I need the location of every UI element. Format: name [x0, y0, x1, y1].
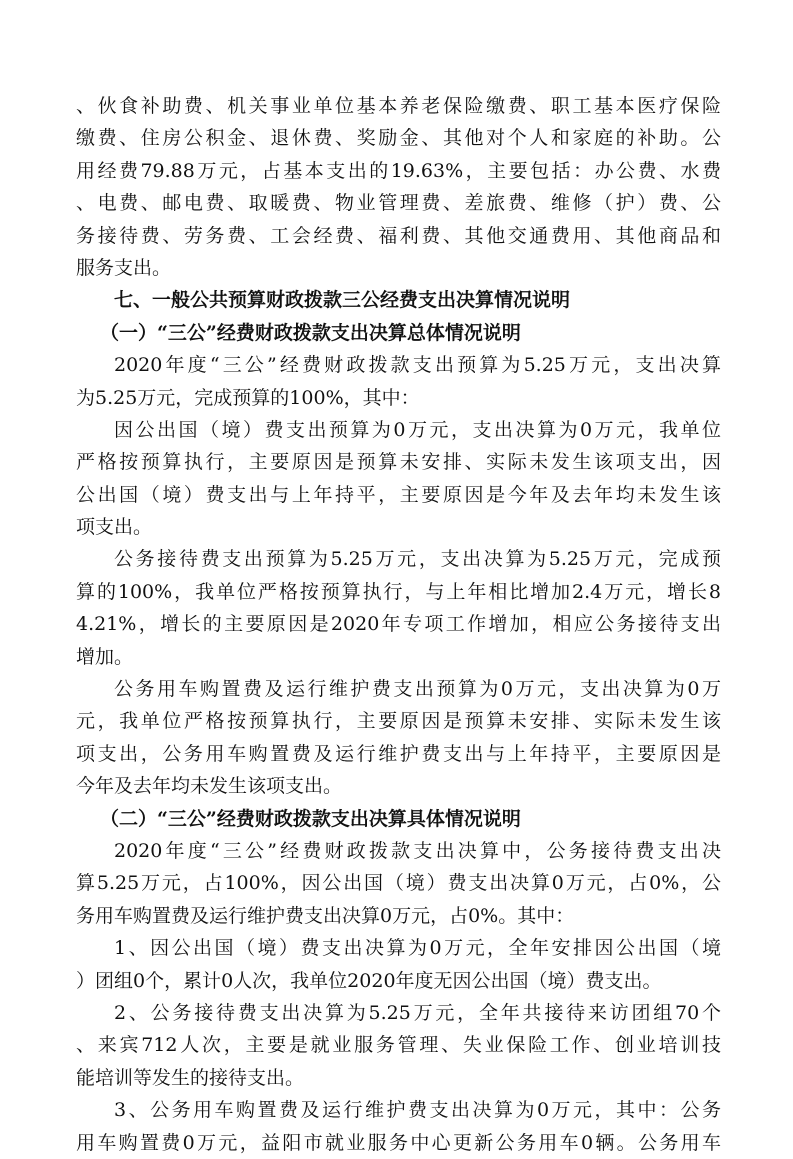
- document-body: [76, 90, 721, 1159]
- body-text-line: 3、公务用车购置费及运行维护费支出决算为0万元，其中：公务: [114, 1099, 721, 1122]
- body-text-line: 务用车购置费及运行维护费支出决算0万元，占0%。其中：: [76, 904, 575, 927]
- body-text-line: 4.21%，增长的主要原因是2020年专项工作增加，相应公务接待支出: [76, 613, 721, 636]
- body-text-line: 1、因公出国（境）费支出决算为0万元，全年安排因公出国（境: [114, 937, 721, 960]
- section-heading: 七、一般公共预算财政拨款三公经费支出决算情况说明: [114, 289, 571, 312]
- body-text-line: 因公出国（境）费支出预算为0万元，支出决算为0万元，我单位: [114, 418, 721, 441]
- body-text-line: 、电费、邮电费、取暖费、物业管理费、差旅费、维修（护）费、公: [76, 192, 721, 215]
- body-text-line: ）团组0个，累计0人次，我单位2020年度无因公出国（境）费支出。: [76, 969, 662, 992]
- body-text-line: 严格按预算执行，主要原因是预算未安排、实际未发生该项支出，因: [76, 451, 721, 474]
- subsection-heading: （一）“三公”经费财政拨款支出决算总体情况说明: [100, 321, 521, 344]
- body-text-line: 公务用车购置费及运行维护费支出预算为0万元，支出决算为0万: [114, 678, 721, 701]
- body-text-line: 公出国（境）费支出与上年持平，主要原因是今年及去年均未发生该: [76, 483, 721, 506]
- body-text-line: 为5.25万元，完成预算的100%，其中：: [76, 386, 420, 409]
- body-text-line: 算5.25万元，占100%，因公出国（境）费支出决算0万元，占0%，公: [76, 872, 721, 895]
- body-text-line: 用车购置费0万元，益阳市就业服务中心更新公务用车0辆。公务用车: [76, 1131, 721, 1154]
- body-text-line: 、伙食补助费、机关事业单位基本养老保险缴费、职工基本医疗保险: [76, 95, 721, 117]
- body-text-line: 能培训等发生的接待支出。: [76, 1066, 305, 1089]
- body-text-line: 2020年度“三公”经费财政拨款支出预算为5.25万元，支出决算: [114, 354, 721, 377]
- body-text-line: 公务接待费支出预算为5.25万元，支出决算为5.25万元，完成预: [114, 548, 721, 571]
- body-text-line: 项支出，公务用车购置费及运行维护费支出与上年持平，主要原因是: [76, 742, 721, 765]
- body-text-line: 今年及去年均未发生该项支出。: [76, 775, 343, 798]
- body-text-line: 、来宾712人次，主要是就业服务管理、失业保险工作、创业培训技: [76, 1034, 721, 1057]
- subsection-heading: （二）“三公”经费财政拨款支出决算具体情况说明: [100, 807, 521, 830]
- body-text-line: 用经费79.88万元，占基本支出的19.63%，主要包括：办公费、水费: [76, 159, 721, 182]
- body-text-line: 2、公务接待费支出决算为5.25万元，全年共接待来访团组70个: [114, 1001, 721, 1024]
- body-text-line: 元，我单位严格按预算执行，主要原因是预算未安排、实际未发生该: [76, 710, 721, 733]
- body-text-line: 项支出。: [76, 516, 153, 539]
- body-text-line: 增加。: [76, 645, 134, 668]
- body-text-line: 服务支出。: [76, 256, 172, 279]
- body-text-line: 缴费、住房公积金、退休费、奖励金、其他对个人和家庭的补助。公: [76, 127, 721, 150]
- body-text-line: 2020年度“三公”经费财政拨款支出决算中，公务接待费支出决: [114, 839, 721, 862]
- body-text-line: 算的100%，我单位严格按预算执行，与上年相比增加2.4万元，增长8: [76, 580, 721, 603]
- body-text-line: 务接待费、劳务费、工会经费、福利费、其他交通费用、其他商品和: [76, 224, 721, 247]
